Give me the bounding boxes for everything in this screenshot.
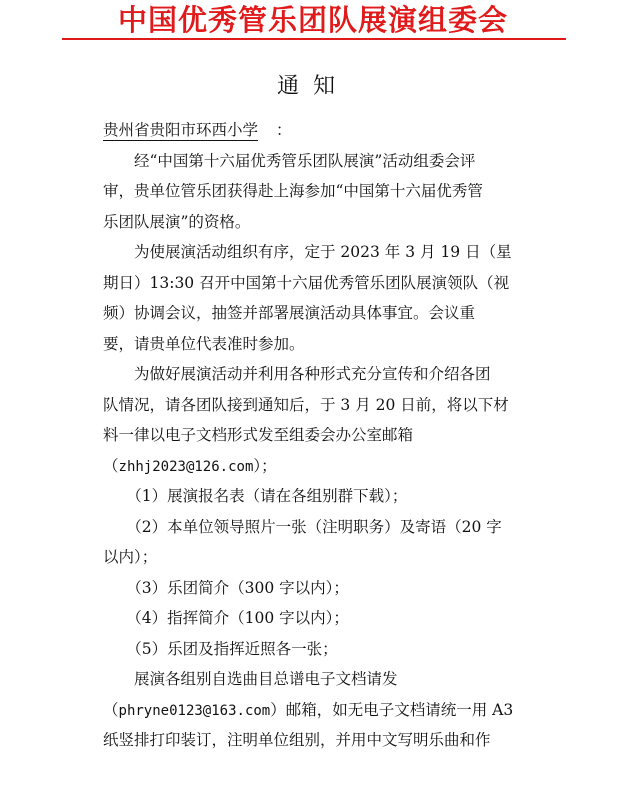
addressee-name: 贵州省贵阳市环西小学	[103, 121, 259, 139]
body-line: 料一律以电子文档形式发至组委会办公室邮箱	[103, 426, 414, 444]
body-line: 纸竖排打印装订，注明单位组别，并用中文写明乐曲和作	[103, 731, 491, 749]
organizer-title: 中国优秀管乐团队展演组委会	[117, 3, 508, 37]
body-line: 频）协调会议，抽签并部署展演活动具体事宜。会议重	[103, 304, 476, 322]
list-item: （4）指挥简介（100 字以内）；	[103, 609, 349, 627]
notice-title: 通知	[276, 74, 349, 99]
email-line-2: （phryne0123@163.com）邮箱，如无电子文档请统一用 A3	[103, 700, 514, 719]
email-line-1: （zhhj2023@126.com）；	[103, 456, 277, 475]
body-line: 要，请贵单位代表准时参加。	[103, 334, 305, 353]
body-line: 经“中国第十六届优秀管乐团队展演”活动组委会评	[103, 151, 476, 170]
list-item: （3）乐团简介（300 字以内）；	[103, 578, 349, 597]
addressee-suffix: ：	[276, 121, 292, 139]
list-item: （1）展演报名表（请在各组别群下载）；	[103, 487, 408, 505]
notice-body	[103, 115, 543, 756]
body-line: 队情况，请各团队接到通知后，于 3 月 20 日前，将以下材	[103, 395, 509, 414]
list-item: 以内）；	[103, 548, 158, 566]
list-item: 展演各组别自选曲目总谱电子文档请发	[103, 670, 398, 688]
addressee-line	[103, 115, 543, 146]
email-address-1[interactable]: zhhj2023@126.com	[118, 458, 254, 475]
header-divider	[62, 38, 566, 40]
body-line: 为使展演活动组织有序，定于 2023 年 3 月 19 日（星	[103, 243, 512, 261]
body-line: 乐团队展演”的资格。	[103, 212, 251, 231]
body-line: 审，贵单位管乐团获得赴上海参加“中国第十六届优秀管	[103, 182, 483, 200]
list-item: （2）本单位领导照片一张（注明职务）及寄语（20 字	[103, 517, 502, 536]
list-item: （5）乐团及指挥近照各一张；	[103, 639, 338, 658]
body-line: 为做好展演活动并利用各种形式充分宣传和介绍各团	[103, 365, 491, 383]
email-address-2[interactable]: phryne0123@163.com	[118, 702, 271, 719]
body-line: 期日）13:30 召开中国第十六届优秀管乐团队展演领队（视	[103, 273, 510, 292]
